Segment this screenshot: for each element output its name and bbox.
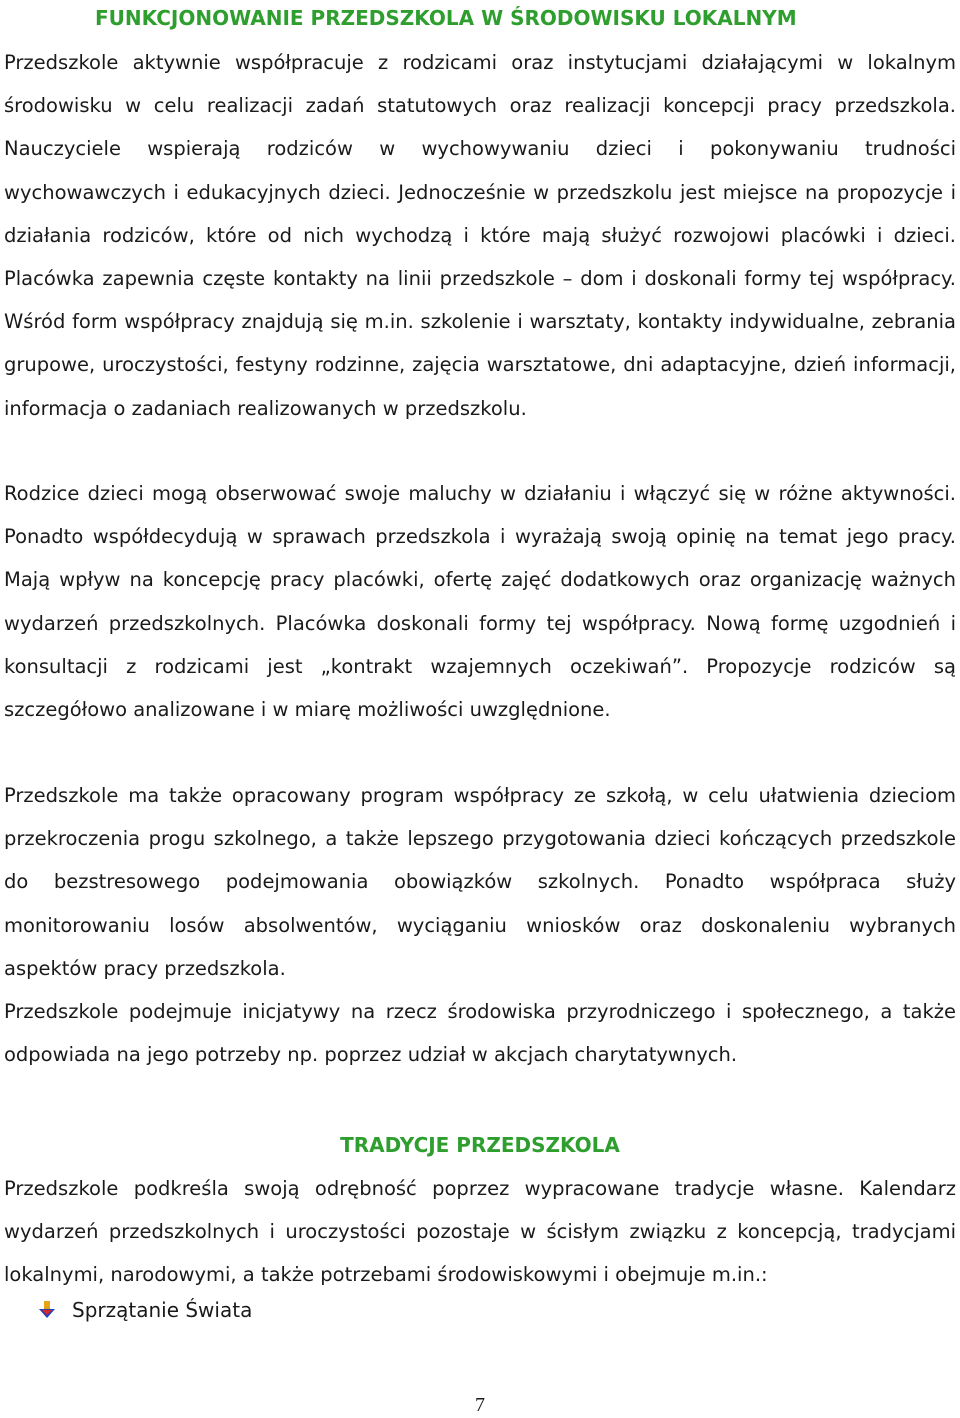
list-item-text: Sprzątanie Świata [72, 1298, 253, 1322]
page-number: 7 [475, 1394, 485, 1416]
section-title-local-environment: FUNKCJONOWANIE PRZEDSZKOLA W ŚRODOWISKU LOKALNYM [95, 6, 797, 30]
list-item [38, 1298, 252, 1322]
paragraph-traditions: Przedszkole podkreśla swoją odrębność poprzez wypracowane tradycje własne. Kalendarz wydarzeń przedszkolnych i uroczystości pozostaje w ścisłym związku z koncepcją, tradycjami lokalnymi, narodowymi, a także potrzebami środowiskowymi i obejmuje m.in.: [4, 1177, 956, 1287]
paragraph-cooperation: Przedszkole aktywnie współpracuje z rodzicami oraz instytucjami działającymi w lokalnym środowisku w celu realizacji zadań statutowych oraz realizacji koncepcji pracy przedszkola. Nauczyciele wspierają rodziców w wychowywaniu dzieci i pokonywaniu trudności wychowawczych i edukacyjnych dzieci. Jednocześnie w przedszkolu jest miejsce na propozycje i działania rodziców, które od nich wychodzą i które mają służyć rozwojowi placówki i dzieci. Placówka zapewnia częste kontakty na linii przedszkole – dom i doskonali formy tej współpracy. Wśród form współpracy znajdują się m.in. szkolenie i warsztaty, kontakty indywidualne, zebrania grupowe, uroczystości, festyny rodzinne, zajęcia warsztatowe, dni adaptacyjne, dzień informacji, informacja o zadaniach realizowanych w przedszkolu. [4, 51, 956, 420]
paragraph-initiatives: Przedszkole podejmuje inicjatywy na rzecz środowiska przyrodniczego i społecznego, a także odpowiada na jego potrzeby np. poprzez udział w akcjach charytatywnych. [4, 1000, 956, 1067]
section-title-traditions: TRADYCJE PRZEDSZKOLA [340, 1133, 620, 1157]
bullet-arrow-icon [38, 1301, 56, 1319]
paragraph-school-program: Przedszkole ma także opracowany program współpracy ze szkołą, w celu ułatwienia dzieciom przekroczenia progu szkolnego, a także lepszego przygotowania dzieci kończących przedszkole do bezstresowego podejmowania obowiązków szkolnych. Ponadto współpraca służy monitorowaniu losów absolwentów, wyciąganiu wniosków oraz doskonaleniu wybranych aspektów pracy przedszkola. [4, 784, 956, 980]
paragraph-parents: Rodzice dzieci mogą obserwować swoje maluchy w działaniu i włączyć się w różne aktywności. Ponadto współdecydują w sprawach przedszkola i wyrażają swoją opinię na temat jego pracy. Mają wpływ na koncepcję pracy placówki, ofertę zajęć dodatkowych oraz organizację ważnych wydarzeń przedszkolnych. Placówka doskonali formy tej współpracy. Nową formę uzgodnień i konsultacji z rodzicami jest „kontrakt wzajemnych oczekiwań”. Propozycje rodziców są szczegółowo analizowane i w miarę możliwości uwzględnione. [4, 482, 956, 722]
